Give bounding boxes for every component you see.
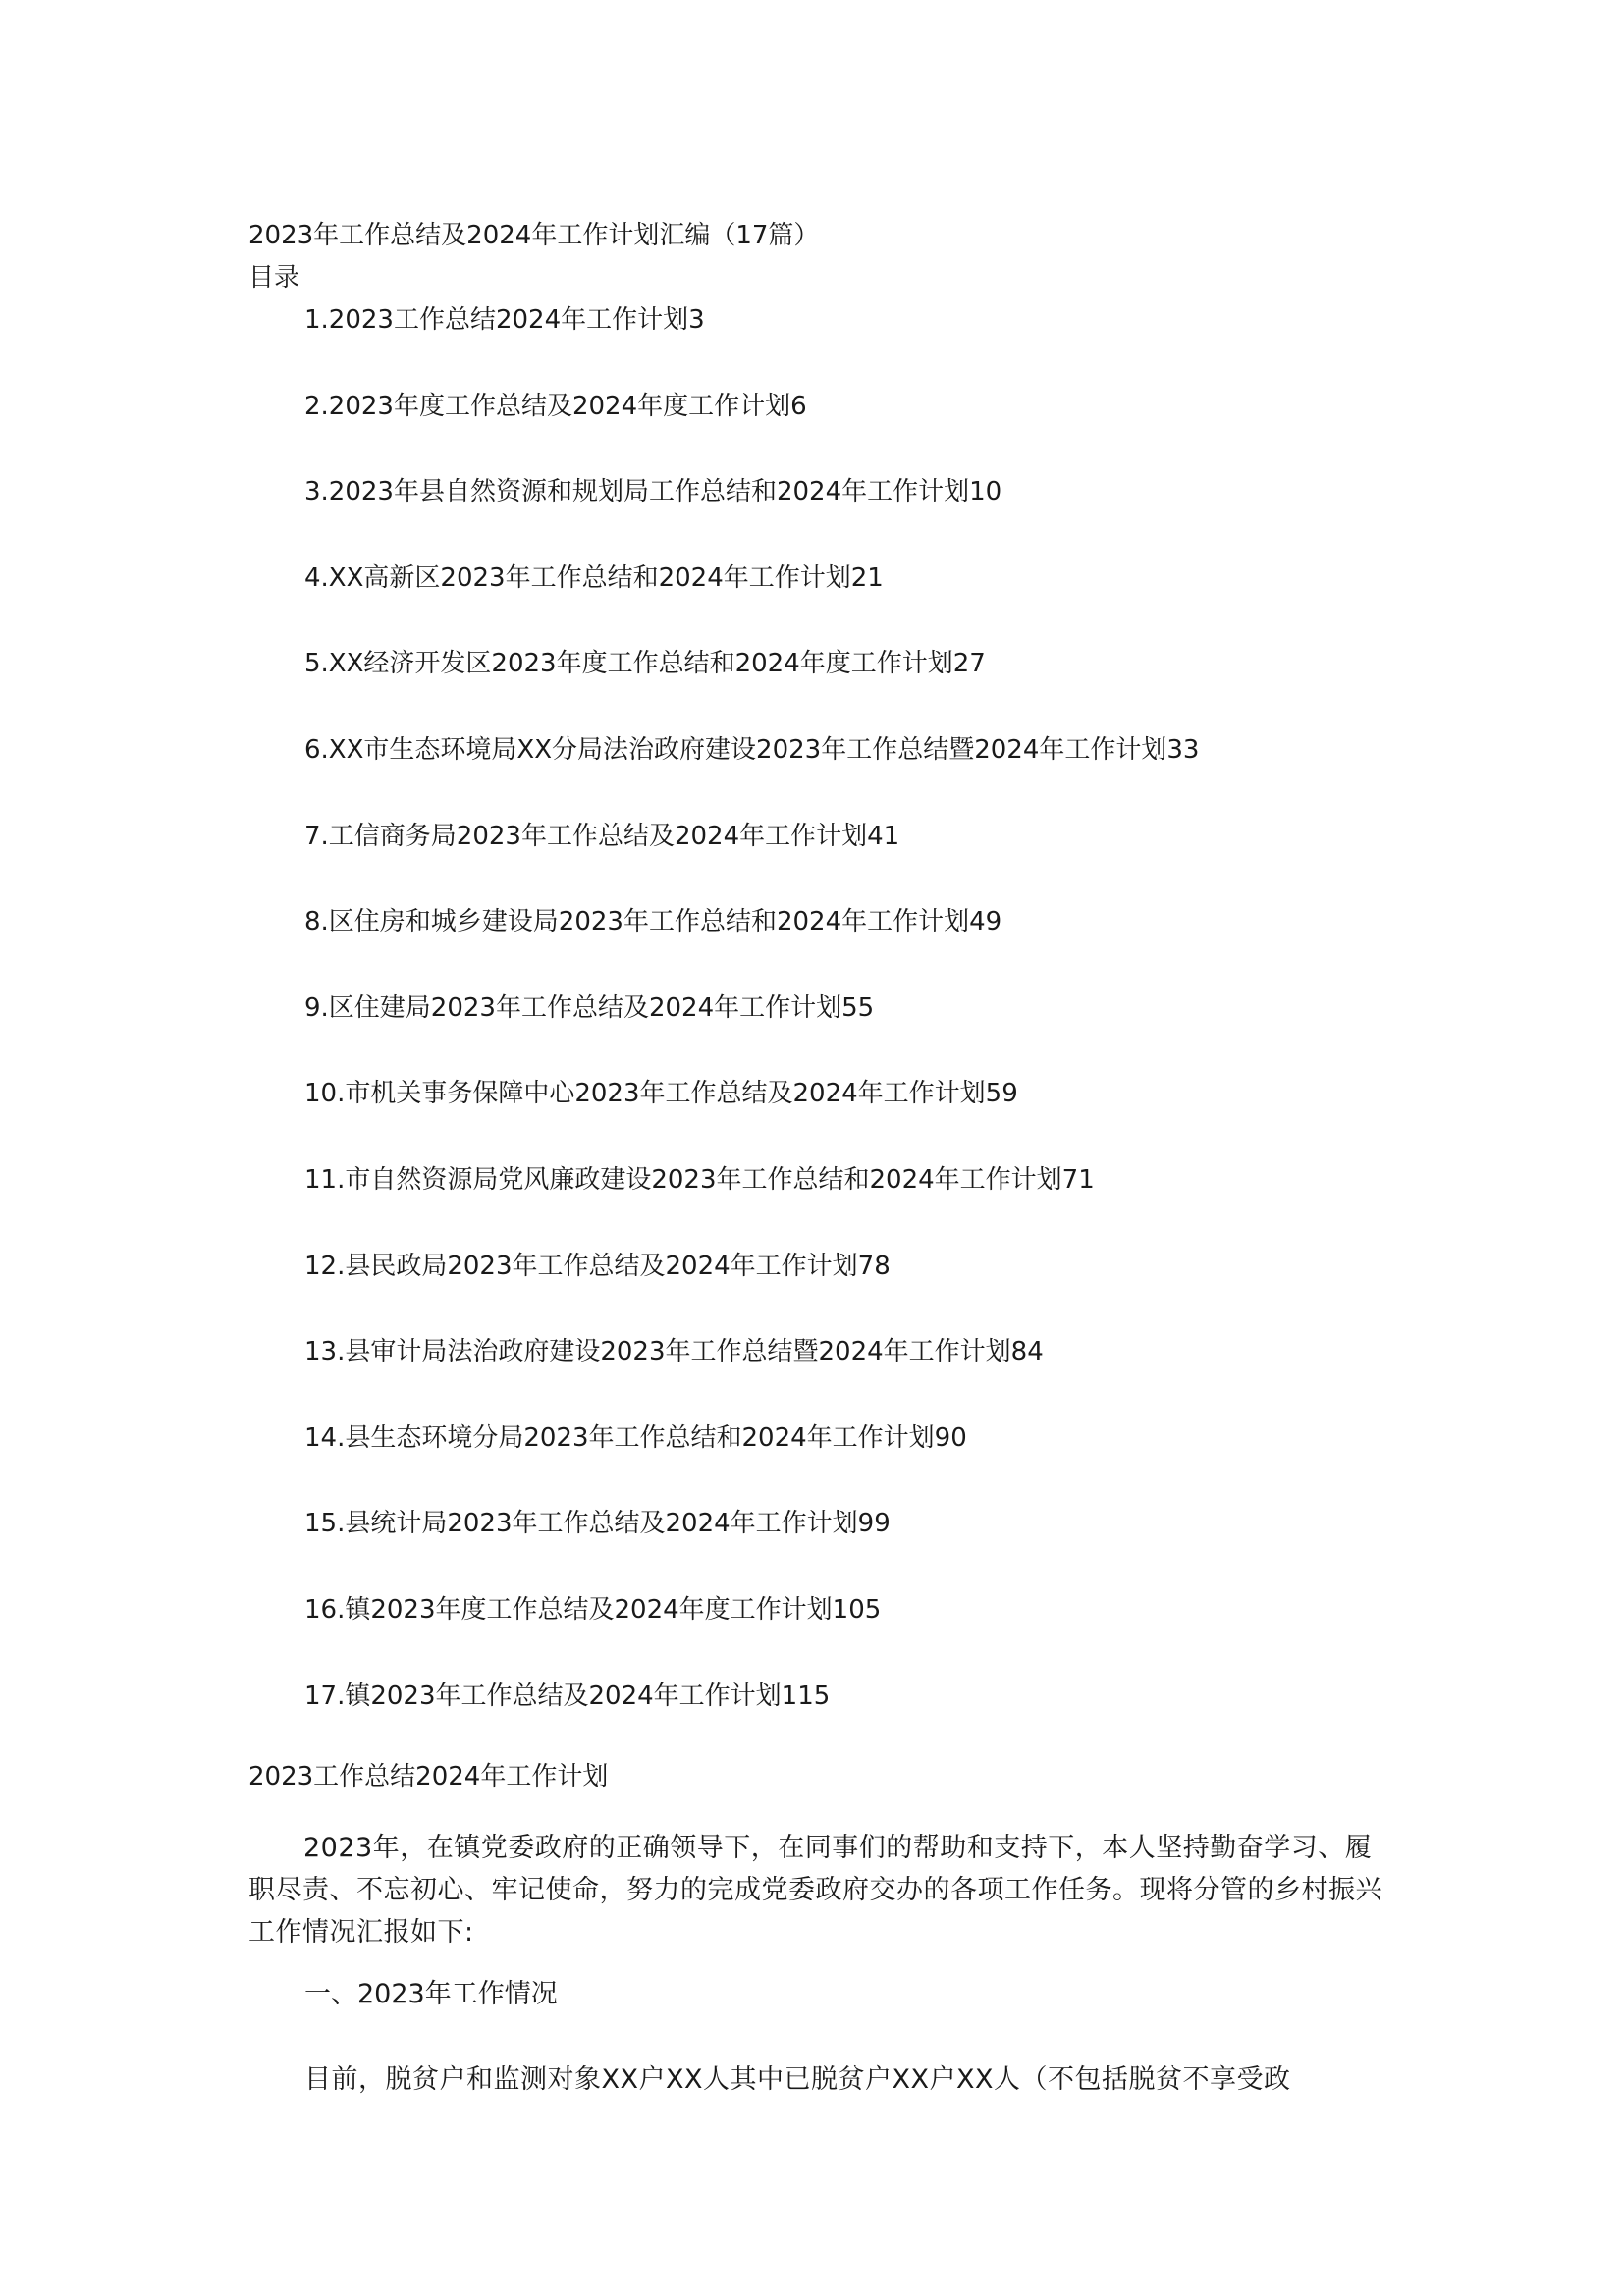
toc-item-16[interactable]: 16.镇2023年度工作总结及2024年度工作计划105 [304, 1594, 882, 1625]
toc-item-1[interactable]: 1.2023工作总结2024年工作计划3 [304, 305, 705, 335]
document-title: 2023年工作总结及2024年工作计划汇编（17篇） [248, 221, 820, 250]
table-of-contents [304, 300, 1199, 1762]
toc-item-8[interactable]: 8.区住房和城乡建设局2023年工作总结和2024年工作计划49 [304, 907, 1002, 937]
toc-item-7[interactable]: 7.工信商务局2023年工作总结及2024年工作计划41 [304, 821, 900, 851]
toc-item-5[interactable]: 5.XX经济开发区2023年度工作总结和2024年度工作计划27 [304, 649, 986, 679]
toc-item-10[interactable]: 10.市机关事务保障中心2023年工作总结及2024年工作计划59 [304, 1079, 1018, 1109]
toc-item-9[interactable]: 9.区住建局2023年工作总结及2024年工作计划55 [304, 992, 875, 1023]
body-paragraph-2: 目前，脱贫户和监测对象XX户XX人其中已脱贫户XX户XX人（不包括脱贫不享受政 [304, 2064, 1291, 2095]
sub-heading: 一、2023年工作情况 [304, 1979, 558, 2009]
toc-item-2[interactable]: 2.2023年度工作总结及2024年度工作计划6 [304, 391, 807, 421]
toc-item-17[interactable]: 17.镇2023年工作总结及2024年工作计划115 [304, 1681, 831, 1711]
body-paragraph-1: 2023年，在镇党委政府的正确领导下，在同事们的帮助和支持下，本人坚持勤奋学习、履职尽责、不忘初心、牢记使命，努力的完成党委政府交办的各项工作任务。现将分管的乡村振兴工作情况汇报如下: [248, 1833, 1382, 1948]
toc-item-6[interactable]: 6.XX市生态环境局XX分局法治政府建设2023年工作总结暨2024年工作计划33 [304, 734, 1200, 765]
toc-item-3[interactable]: 3.2023年县自然资源和规划局工作总结和2024年工作计划10 [304, 477, 1002, 507]
toc-heading: 目录 [248, 263, 300, 293]
toc-item-13[interactable]: 13.县审计局法治政府建设2023年工作总结暨2024年工作计划84 [304, 1337, 1044, 1367]
section-title: 2023工作总结2024年工作计划 [248, 1762, 609, 1791]
toc-item-12[interactable]: 12.县民政局2023年工作总结及2024年工作计划78 [304, 1251, 891, 1281]
toc-item-4[interactable]: 4.XX高新区2023年工作总结和2024年工作计划21 [304, 562, 884, 593]
toc-item-11[interactable]: 11.市自然资源局党风廉政建设2023年工作总结和2024年工作计划71 [304, 1164, 1095, 1195]
toc-item-14[interactable]: 14.县生态环境分局2023年工作总结和2024年工作计划90 [304, 1422, 967, 1453]
toc-item-15[interactable]: 15.县统计局2023年工作总结及2024年工作计划99 [304, 1509, 891, 1539]
